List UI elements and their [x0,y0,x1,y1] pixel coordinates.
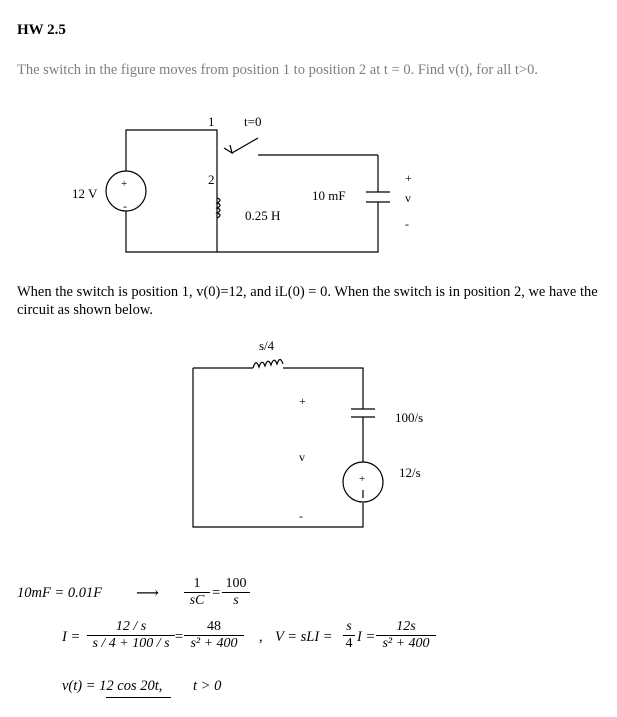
switch-time-label: t=0 [244,114,262,129]
v2-minus: - [299,509,303,523]
answer-underline [106,697,171,698]
source2-label: 12/s [399,465,421,480]
equals-2: = [175,629,184,645]
fraction-100-over-s: $\frac{100}{s}$ [222,576,250,609]
time-condition: t > 0 [193,678,222,694]
source-label: 12 V [72,186,98,201]
solution-text: When the switch is position 1, v(0)=12, and iL(0) = 0. When the switch is in position 2, we have the circuit as shown below. [17,284,598,318]
inductor-coil-2 [253,360,283,369]
switch-pos-1: 1 [208,114,215,129]
fraction-12s: $\frac{12s}{\text{s² + 400}}$ [376,619,436,652]
cap-conversion: 10mF = 0.01F [17,585,103,601]
fraction-1-over-sC: $\frac{1}{sC}$ [184,576,210,609]
equals-1: = [212,585,221,601]
problem-statement: The switch in the figure moves from position 1 to position 2 at t = 0. Find v(t), for all t>0. [17,62,538,78]
inductor-label: 0.25 H [245,208,281,223]
source-minus: - [123,199,127,213]
circuit-diagram-2 [0,330,617,560]
inductor2-label: s/4 [259,338,275,353]
v-minus: - [405,217,409,231]
voltage-eq-lhs: V = sLI = [275,629,333,645]
comma: , [259,629,263,645]
fraction-current: $\frac{12 / s}{s / 4 + 100 / s}$ [87,619,175,652]
fraction-48: $\frac{48}{\text{s² + 400}}$ [184,619,244,652]
capacitor-label: 10 mF [312,188,346,203]
current-symbol: I = [357,629,376,645]
circuit-diagram-1 [0,0,617,280]
v2-plus: + [299,394,306,408]
final-answer: v(t) = 12 cos 20t, [62,678,163,694]
arrow-icon: ⟶ [136,585,159,602]
current-eq-lhs: I = [62,629,81,645]
switch-pos-2: 2 [208,172,215,187]
v-label: v [405,191,411,205]
v-plus: + [405,171,412,185]
fraction-s-over-4: $\frac{s}{4}$ [343,619,355,652]
capacitor2-label: 100/s [395,410,424,425]
source2-plus: + [359,473,366,485]
source-plus: + [121,178,128,190]
problem-title: HW 2.5 [17,22,66,38]
v2-label: v [299,450,305,464]
